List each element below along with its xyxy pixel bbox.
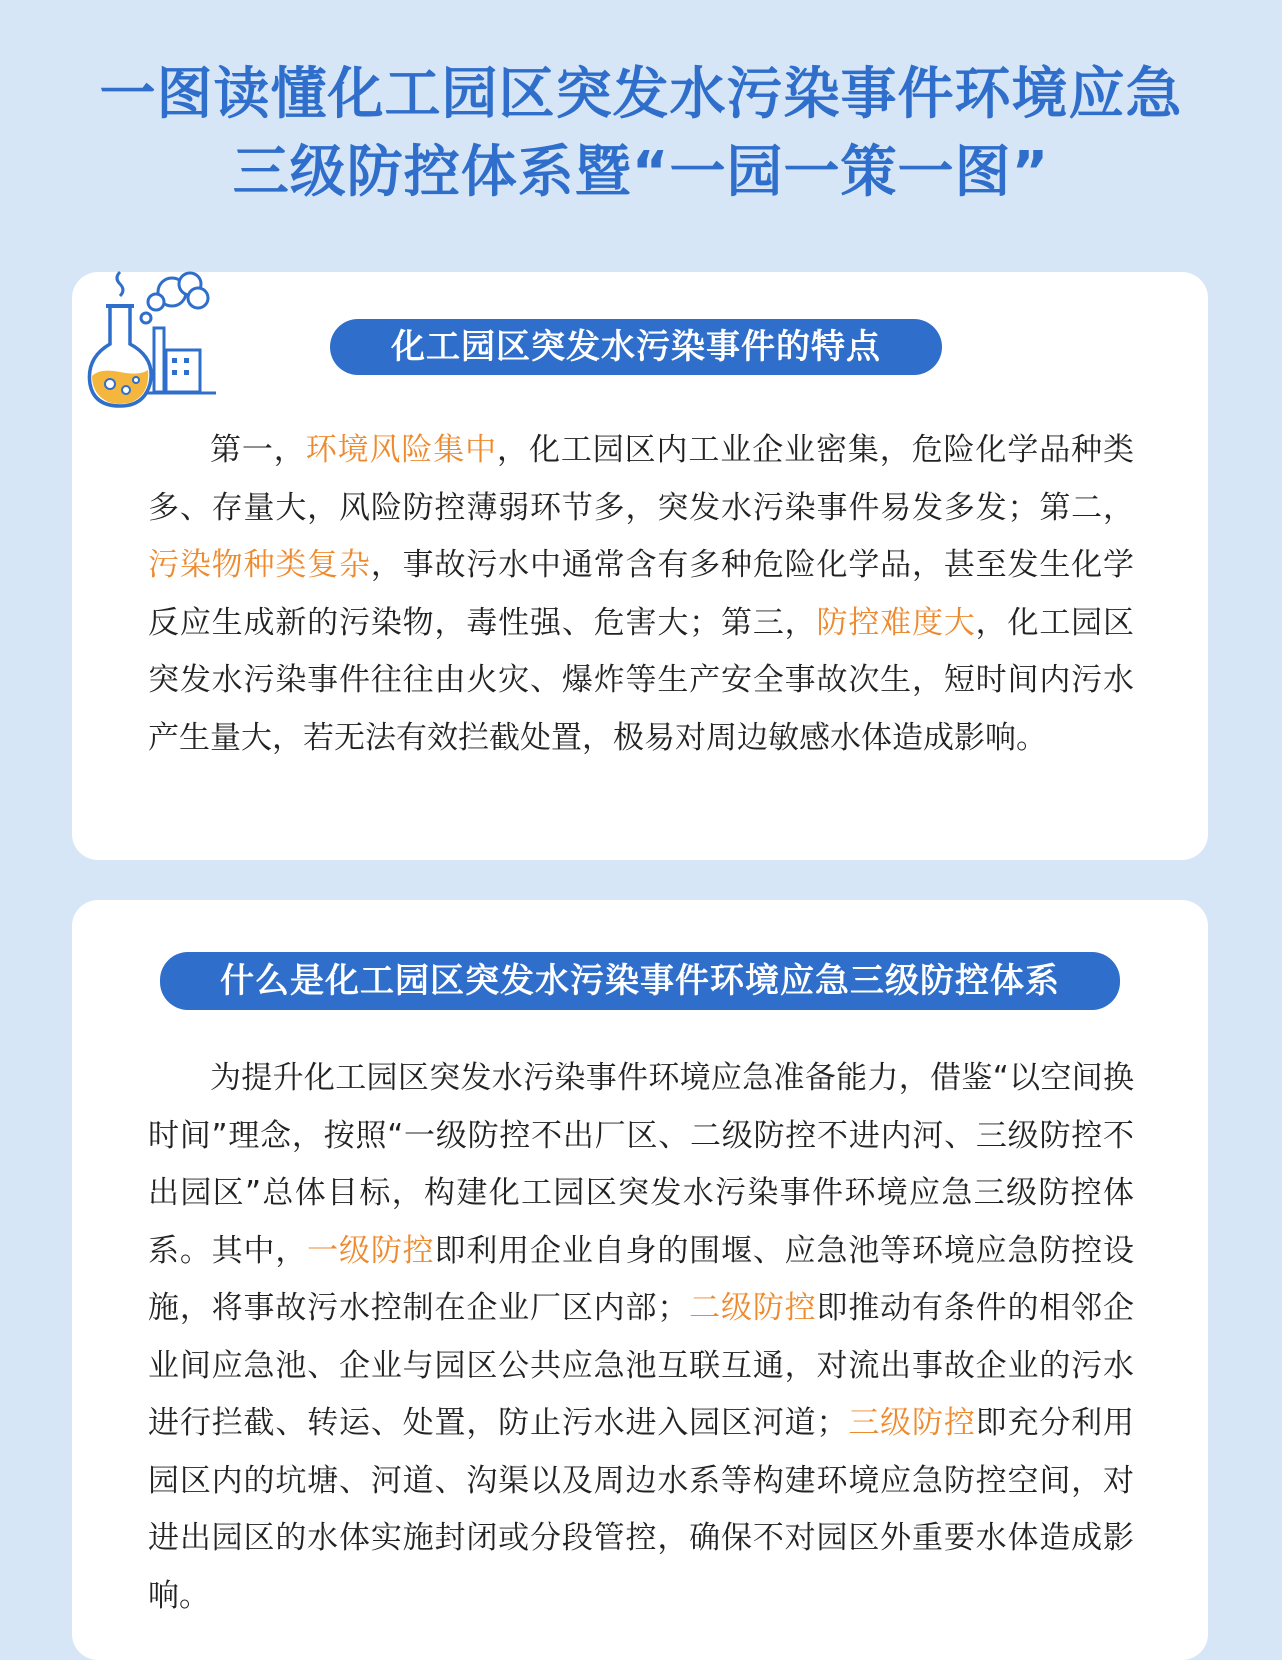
page-title-line-2: 三级防控体系暨“一园一策一图” (232, 140, 1050, 205)
highlight-term: 一级防控 (307, 1232, 435, 1269)
text-segment: ，化工园区突发水污染事件往往由火灾、爆炸等生产安全事故次生，短时间内污水产生量大，若无法有效拦截处置，极易对周边敏感水体造成影响。 (148, 604, 1135, 756)
highlight-term: 环境风险集中 (305, 432, 498, 468)
section-heading-features: 化工园区突发水污染事件的特点 (330, 319, 942, 375)
page-title (0, 56, 1282, 212)
highlight-term: 二级防控 (688, 1290, 817, 1326)
text-segment: ，化工园区内工业企业密集，危险化学品种类多、存量大，风险防控薄弱环节多，突发水污染事件易发多发；第二， (148, 432, 1135, 526)
highlight-term: 防控难度大 (816, 604, 976, 641)
text-segment: 为提升化工园区突发水污染事件环境应急准备能力，借鉴“以空间换时间”理念，按照“一级防控不出厂区、二级防控不进内河、三级防控不出园区”总体目标，构建化工园区突发水污染事件环境应急三级防控体系。其中， (148, 1060, 1134, 1269)
text-segment: 即充分利用园区内的坑塘、河道、沟渠以及周边水系等构建环境应急防控空间，对进出园区的水体实施封闭或分段管控，确保不对园区外重要水体造成影响。 (148, 1405, 1135, 1614)
page-title-line-1: 一图读懂化工园区突发水污染事件环境应急 (99, 62, 1183, 127)
text-segment: 即推动有条件的相邻企业间应急池、企业与园区公共应急池互联互通，对流出事故企业的污水进行拦截、转运、处置，防止污水进入园区河道； (148, 1290, 1135, 1441)
chemical-flask-factory-icon (80, 266, 220, 416)
text-segment: 即利用企业自身的围堰、应急池等环境应急防控设施，将事故污水控制在企业厂区内部； (148, 1232, 1135, 1326)
features-paragraph (148, 422, 1134, 767)
text-segment: ，事故污水中通常含有多种危险化学品，甚至发生化学反应生成新的污染物，毒性强、危害大；第三， (148, 547, 1135, 641)
section-heading-system: 什么是化工园区突发水污染事件环境应急三级防控体系 (160, 952, 1120, 1010)
system-card (72, 900, 1208, 1660)
highlight-term: 三级防控 (847, 1405, 976, 1441)
features-card (72, 272, 1208, 860)
system-paragraph (148, 1050, 1134, 1625)
highlight-term: 污染物种类复杂 (148, 547, 371, 583)
text-segment: 第一， (210, 432, 306, 468)
